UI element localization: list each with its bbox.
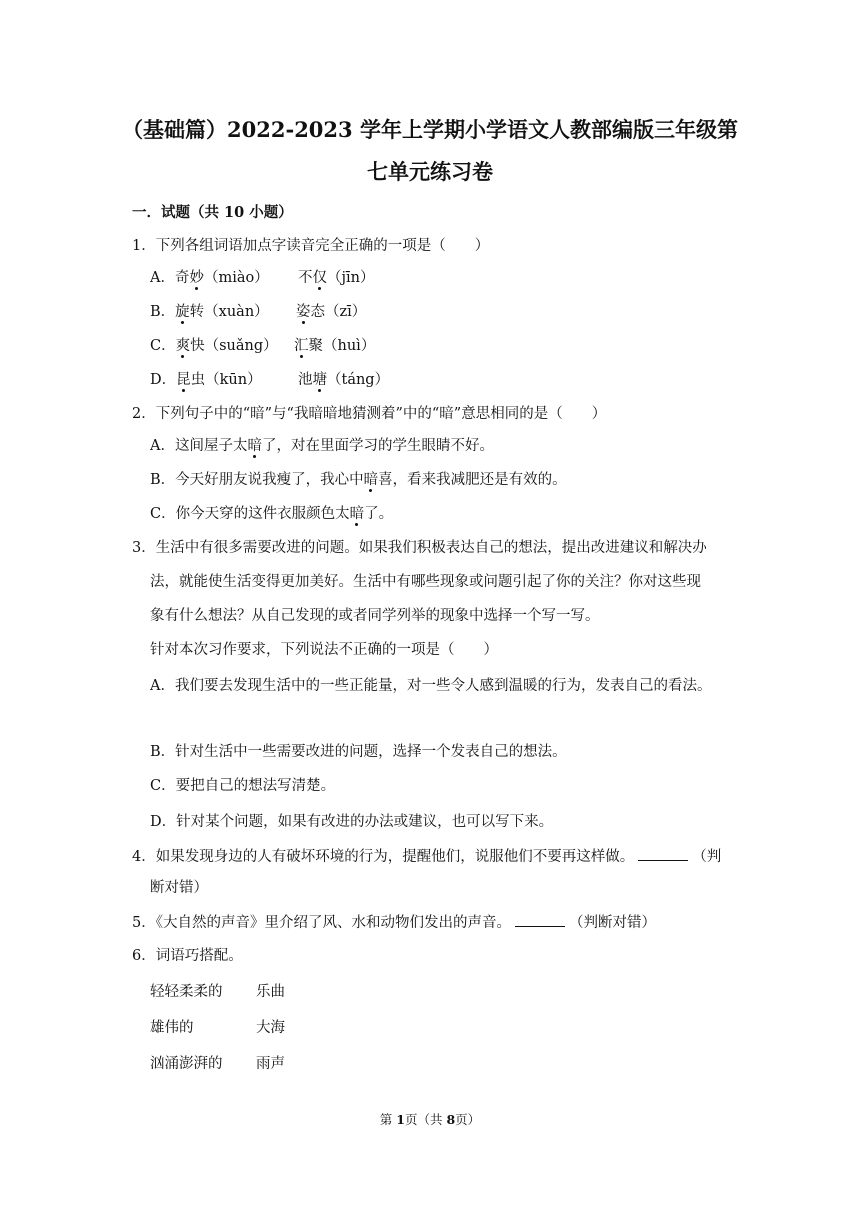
q6-right-word-1: 乐曲 [256,984,285,1000]
question-4-line-1: 4．如果发现身边的人有破坏环境的行为，提醒他们，说服他们不要再这样做。 （判 [132,846,721,867]
q1-option-c: C．爽快（suǎng） [150,338,278,354]
q3-option-c: C．要把自己的想法写清楚。 [150,778,336,794]
q1-option-a-word2: 不仅（jīn） [298,270,375,286]
question-6-stem: 6．词语巧搭配。 [132,948,243,964]
q1-option-b-word2: 姿态（zī） [296,304,367,320]
question-3-line-2: 法，就能使生活变得更加美好。生活中有哪些现象或问题引起了你的关注？你对这些现 [150,574,701,590]
question-3-line-3: 象有什么想法？从自己发现的或者同学列举的现象中选择一个写一写。 [150,608,600,624]
question-5: 5．《大自然的声音》里介绍了风、水和动物们发出的声音。 （判断对错） [132,912,656,933]
question-3-line-4: 针对本次习作要求，下列说法不正确的一项是（ ） [150,642,498,658]
page-number: 1 [396,1112,405,1127]
answer-blank[interactable] [515,912,565,927]
q1-option-b: B．旋转（xuàn） [150,304,269,320]
q6-left-word-2: 雄伟的 [150,1020,194,1036]
title-line-1: （基础篇）2022-2023 学年上学期小学语文人教部编版三年级第 [122,117,738,142]
q2-option-c: C．你今天穿的这件衣服颜色太暗了。 [150,506,394,522]
q6-right-word-2: 大海 [256,1020,285,1036]
q1-option-c-word2: 汇聚（huì） [294,338,376,354]
page-footer: 第 1页（共 8页） [379,1112,481,1127]
q1-option-a: A．奇妙（miào） [150,270,269,286]
question-1-stem: 1．下列各组词语加点字读音完全正确的一项是（ ） [132,238,490,254]
section-heading: 一．试题（共 10 小题） [132,204,293,221]
question-4-line-2: 断对错） [150,880,208,896]
q3-option-b: B．针对生活中一些需要改进的问题，选择一个发表自己的想法。 [150,744,567,760]
q2-option-a: A．这间屋子太暗了，对在里面学习的学生眼睛不好。 [150,438,494,454]
question-2-stem: 2．下列句子中的“暗”与“我暗暗地猜测着”中的“暗”意思相同的是（ ） [132,406,607,422]
q2-option-b: B．今天好朋友说我瘦了，我心中暗喜，看来我减肥还是有效的。 [150,472,567,488]
q3-option-d: D．针对某个问题，如果有改进的办法或建议，也可以写下来。 [150,814,554,830]
answer-blank[interactable] [638,846,688,861]
q1-option-d-word2: 池塘（táng） [298,372,390,388]
page-total: 8 [446,1112,456,1127]
title-line-2: 七单元练习卷 [367,159,493,184]
q3-option-a: A．我们要去发现生活中的一些正能量，对一些令人感到温暖的行为，发表自己的看法。 [150,678,712,694]
question-3-line-1: 3．生活中有很多需要改进的问题。如果我们积极表达自己的想法，提出改进建议和解决办 [132,540,707,556]
q6-left-word-1: 轻轻柔柔的 [150,984,223,1000]
q6-right-word-3: 雨声 [256,1056,285,1072]
q6-left-word-3: 汹涌澎湃的 [150,1056,223,1072]
q1-option-d: D．昆虫（kūn） [150,372,262,388]
